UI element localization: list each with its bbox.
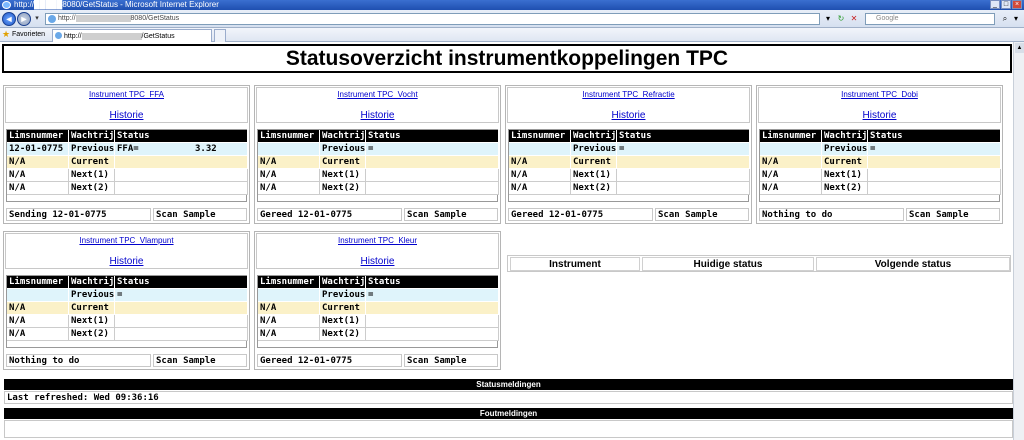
queue-table	[6, 275, 247, 348]
col-header-limsnummer: Limsnummer	[7, 130, 69, 143]
favorites-button[interactable]: ★ Favorieten	[2, 29, 46, 39]
cell-lims: N/A	[509, 182, 571, 195]
error-messages-header: Foutmeldingen	[4, 408, 1013, 419]
cell-lims: N/A	[509, 169, 571, 182]
queue-table	[759, 129, 1000, 202]
back-button[interactable]: ◄	[2, 12, 16, 26]
cell-status	[115, 315, 248, 328]
tab-favicon-icon	[55, 32, 62, 39]
col-header-limsnummer: Limsnummer	[7, 276, 69, 289]
cell-lims	[7, 289, 69, 302]
cell-lims: N/A	[258, 328, 320, 341]
col-header-status: Status	[115, 130, 248, 143]
status-value: 3.32	[195, 144, 217, 154]
instrument-panel-4	[756, 85, 1003, 224]
instrument-panel-2	[254, 85, 501, 224]
favorites-bar	[0, 28, 1024, 42]
cell-lims: N/A	[7, 315, 69, 328]
col-header-status: Status	[366, 130, 499, 143]
footer-status: Nothing to do	[6, 354, 151, 367]
search-icon[interactable]: ⌕	[1002, 14, 1008, 23]
cell-queue: Next(2)	[320, 328, 366, 341]
close-button[interactable]: ×	[1012, 0, 1022, 9]
search-input[interactable]: Google	[865, 13, 995, 25]
cell-queue: Current	[320, 302, 366, 315]
window-title: http://█████8080/GetStatus - Microsoft Internet Explorer	[14, 0, 219, 9]
redacted-host	[82, 33, 142, 40]
cell-lims	[258, 289, 320, 302]
cell-status	[366, 156, 499, 169]
queue-table	[257, 275, 498, 348]
cell-lims: N/A	[509, 156, 571, 169]
instrument-panel-3	[505, 85, 752, 224]
cell-lims: N/A	[760, 182, 822, 195]
col-header-status: Status	[115, 276, 248, 289]
panel-footer	[257, 354, 498, 368]
vertical-scrollbar[interactable]	[1013, 42, 1024, 440]
col-header-wachtrij: Wachtrij	[71, 277, 115, 287]
cell-queue: Previous	[71, 290, 115, 300]
window-title-bar	[0, 0, 1024, 10]
cell-lims: N/A	[258, 156, 320, 169]
instrument-header	[507, 87, 750, 123]
panel-footer	[6, 208, 247, 222]
error-messages-area	[4, 420, 1013, 438]
instrument-link[interactable]: Instrument TPC_Dobi	[841, 90, 918, 99]
cell-queue: Next(1)	[69, 169, 115, 182]
redacted-host	[76, 15, 131, 22]
instrument-link[interactable]: Instrument TPC_Kleur	[338, 236, 417, 245]
browser-tab[interactable]: http:// /GetStatus	[52, 29, 212, 42]
cell-lims: N/A	[760, 169, 822, 182]
address-input[interactable]: http:// 8080/GetStatus	[45, 13, 820, 25]
footer-status: Gereed 12-01-0775	[257, 208, 402, 221]
footer-status: Gereed 12-01-0775	[257, 354, 402, 367]
cell-lims: N/A	[258, 315, 320, 328]
instrument-link[interactable]: Instrument TPC_Vlampunt	[79, 236, 174, 245]
instrument-link[interactable]: Instrument TPC_Vocht	[337, 90, 418, 99]
cell-queue: Next(2)	[69, 328, 115, 341]
scan-sample-label: Scan Sample	[655, 208, 749, 221]
col-header-status: Status	[617, 130, 750, 143]
cell-queue: Next(1)	[320, 315, 366, 328]
cell-status	[115, 169, 248, 182]
instrument-header	[5, 87, 248, 123]
instrument-header	[758, 87, 1001, 123]
cell-queue: Previous	[322, 290, 366, 300]
cell-queue: Current	[69, 302, 115, 315]
summary-header-instrument: Instrument	[510, 257, 640, 271]
cell-status: =	[366, 289, 499, 302]
cell-status	[115, 156, 248, 169]
cell-lims	[258, 143, 320, 156]
cell-lims: N/A	[258, 169, 320, 182]
col-header-limsnummer: Limsnummer	[509, 130, 571, 143]
cell-status	[115, 328, 248, 341]
cell-queue: Current	[822, 156, 868, 169]
instrument-header	[5, 233, 248, 269]
status-messages-header: Statusmeldingen	[4, 379, 1013, 390]
cell-queue: Next(1)	[571, 169, 617, 182]
history-link[interactable]: Historie	[862, 110, 897, 121]
history-link[interactable]: Historie	[360, 110, 395, 121]
cell-queue: Next(2)	[571, 182, 617, 195]
cell-queue: Previous	[322, 144, 366, 154]
history-link[interactable]: Historie	[109, 256, 144, 267]
panel-footer	[759, 208, 1000, 222]
cell-status	[868, 156, 1001, 169]
cell-queue: Previous	[71, 144, 115, 154]
col-header-wachtrij: Wachtrij	[573, 131, 617, 141]
cell-status	[868, 182, 1001, 195]
cell-status	[366, 182, 499, 195]
cell-status	[617, 169, 750, 182]
cell-queue: Next(2)	[320, 182, 366, 195]
col-header-wachtrij: Wachtrij	[322, 277, 366, 287]
minimize-button[interactable]: _	[990, 0, 1000, 9]
cell-status	[366, 169, 499, 182]
page-title: Statusoverzicht instrumentkoppelingen TPC	[2, 44, 1012, 73]
cell-lims: N/A	[7, 328, 69, 341]
panel-footer	[257, 208, 498, 222]
cell-status: =	[617, 143, 750, 156]
cell-queue: Next(1)	[69, 315, 115, 328]
cell-lims: N/A	[7, 156, 69, 169]
panel-footer	[508, 208, 749, 222]
cell-lims: N/A	[7, 169, 69, 182]
address-toolbar	[0, 10, 1024, 28]
scan-sample-label: Scan Sample	[153, 354, 247, 367]
cell-lims: N/A	[7, 182, 69, 195]
footer-status: Gereed 12-01-0775	[508, 208, 653, 221]
ie-logo-icon	[2, 1, 11, 9]
cell-status: =	[868, 143, 1001, 156]
cell-lims	[509, 143, 571, 156]
cell-status	[868, 169, 1001, 182]
col-header-status: Status	[868, 130, 1001, 143]
maximize-button[interactable]: □	[1001, 0, 1011, 9]
cell-queue: Next(1)	[822, 169, 868, 182]
cell-status	[366, 302, 499, 315]
scan-sample-label: Scan Sample	[906, 208, 1000, 221]
refresh-icon[interactable]: ↻	[837, 14, 845, 23]
instrument-header	[256, 87, 499, 123]
instrument-header	[256, 233, 499, 269]
summary-header-current: Huidige status	[642, 257, 814, 271]
cell-queue: Previous	[824, 144, 868, 154]
footer-status: Nothing to do	[759, 208, 904, 221]
scan-sample-label: Scan Sample	[404, 208, 498, 221]
cell-queue: Previous	[573, 144, 617, 154]
search-options-icon[interactable]: ▾	[1013, 14, 1018, 23]
stop-icon[interactable]: ✕	[850, 14, 858, 23]
instrument-link[interactable]: Instrument TPC_Refractie	[582, 90, 675, 99]
new-tab-button[interactable]	[214, 29, 226, 42]
cell-queue: Current	[69, 156, 115, 169]
cell-queue: Next(2)	[822, 182, 868, 195]
instrument-link[interactable]: Instrument TPC_FFA	[89, 90, 164, 99]
cell-status: FFA= 3.32	[115, 143, 248, 156]
queue-table	[508, 129, 749, 202]
cell-status	[115, 182, 248, 195]
cell-lims: N/A	[760, 156, 822, 169]
col-header-wachtrij: Wachtrij	[71, 131, 115, 141]
history-link[interactable]: Historie	[109, 110, 144, 121]
cell-status	[366, 315, 499, 328]
cell-status: =	[366, 143, 499, 156]
cell-status	[115, 302, 248, 315]
cell-queue: Next(1)	[320, 169, 366, 182]
cell-lims: N/A	[7, 302, 69, 315]
cell-status: =	[115, 289, 248, 302]
summary-header-next: Volgende status	[816, 257, 1010, 271]
history-link[interactable]: Historie	[360, 256, 395, 267]
forward-button[interactable]: ►	[17, 12, 31, 26]
cell-status	[366, 328, 499, 341]
last-refreshed-text: Last refreshed: Wed 09:36:16	[4, 391, 1013, 404]
cell-queue: Next(2)	[69, 182, 115, 195]
col-header-limsnummer: Limsnummer	[258, 130, 320, 143]
scan-sample-label: Scan Sample	[404, 354, 498, 367]
col-header-limsnummer: Limsnummer	[258, 276, 320, 289]
cell-lims: N/A	[258, 302, 320, 315]
panel-footer	[6, 354, 247, 368]
scan-sample-label: Scan Sample	[153, 208, 247, 221]
col-header-limsnummer: Limsnummer	[760, 130, 822, 143]
footer-status: Sending 12-01-0775	[6, 208, 151, 221]
instrument-panel-6	[254, 231, 501, 370]
col-header-wachtrij: Wachtrij	[322, 131, 366, 141]
instrument-panel-1	[3, 85, 250, 224]
cell-lims: N/A	[258, 182, 320, 195]
cell-status	[617, 182, 750, 195]
cell-queue: Current	[320, 156, 366, 169]
queue-table	[6, 129, 247, 202]
history-dropdown-icon[interactable]: ▾	[35, 15, 39, 22]
summary-table	[507, 255, 1011, 272]
col-header-status: Status	[366, 276, 499, 289]
history-link[interactable]: Historie	[611, 110, 646, 121]
cell-lims	[760, 143, 822, 156]
page-content	[0, 42, 1013, 440]
page-favicon-icon	[48, 15, 56, 23]
scroll-up-icon[interactable]: ▲	[1016, 45, 1023, 51]
instrument-panel-5	[3, 231, 250, 370]
cell-queue: Current	[571, 156, 617, 169]
star-icon: ★	[2, 29, 11, 39]
address-dropdown-icon[interactable]: ▾	[825, 14, 830, 23]
queue-table	[257, 129, 498, 202]
cell-lims: 12-01-0775	[7, 143, 69, 156]
cell-status	[617, 156, 750, 169]
col-header-wachtrij: Wachtrij	[824, 131, 868, 141]
